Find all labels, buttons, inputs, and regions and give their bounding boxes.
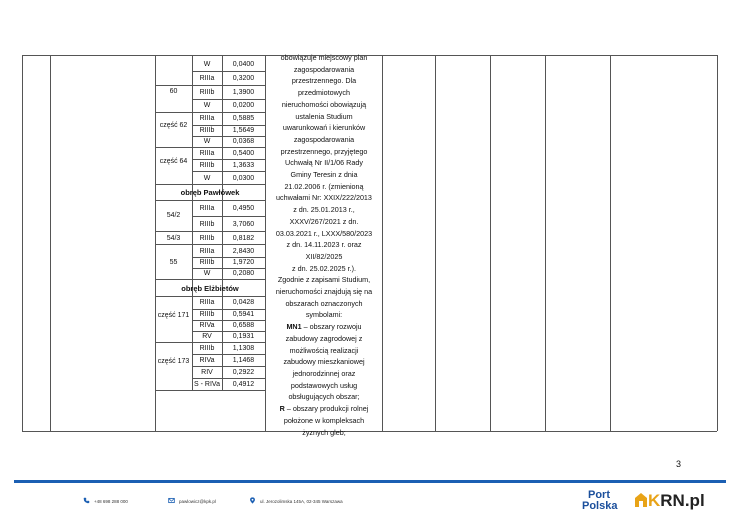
class-cell: RIIIb bbox=[199, 259, 215, 266]
section-header-elzbietow: obręb Elżbietów bbox=[181, 284, 239, 293]
phone-icon bbox=[83, 497, 90, 504]
footer-phone: +48 698 288 000 bbox=[94, 499, 128, 504]
area-cell: 0,4912 bbox=[232, 381, 255, 388]
description-line: – obszary produkcji rolnej bbox=[284, 404, 369, 414]
area-cell: 1,9720 bbox=[232, 259, 255, 266]
plot-number: 54/2 bbox=[166, 212, 181, 219]
description-line: Uchwałą Nr II/1/06 Rady bbox=[285, 158, 363, 168]
email-icon bbox=[168, 497, 175, 504]
plot-number: część 64 bbox=[159, 158, 188, 165]
plot-number: 54/3 bbox=[166, 235, 181, 242]
plot-number: część 171 bbox=[157, 312, 190, 319]
footer-email: pawlowicz@kpk.pl bbox=[179, 499, 216, 504]
description-line: możliwością realizacji bbox=[289, 345, 359, 355]
area-cell: 0,2922 bbox=[232, 369, 255, 376]
krn-watermark-rest: RN.pl bbox=[660, 491, 705, 510]
krn-watermark-k: K bbox=[648, 491, 661, 510]
description-line: ustalenia Studium bbox=[295, 111, 353, 121]
plot-number: część 62 bbox=[159, 122, 188, 129]
description-line: XII/82/2025 bbox=[305, 251, 343, 261]
description-line: XXXV/267/2021 z dn. bbox=[289, 216, 359, 226]
description-line: żyznych gleb; bbox=[302, 427, 346, 437]
description-line: zagospodarowania bbox=[293, 134, 355, 144]
description-line: jednorodzinnej oraz bbox=[292, 368, 356, 378]
description-line: przestrzennego, przyjętego bbox=[280, 146, 368, 156]
class-cell: W bbox=[203, 138, 211, 145]
description-line: nieruchomości znajdują się na bbox=[275, 287, 373, 297]
class-cell: RIIIb bbox=[199, 127, 215, 134]
class-cell: RIIIa bbox=[199, 299, 215, 306]
class-cell: RIIIa bbox=[199, 75, 215, 82]
description-line: uwarunkowań i kierunków bbox=[282, 123, 366, 133]
area-cell: 0,5885 bbox=[232, 115, 255, 122]
area-cell: 0,0428 bbox=[232, 299, 255, 306]
description-line: podstawowych usług bbox=[290, 380, 358, 390]
area-cell: 0,0200 bbox=[232, 102, 255, 109]
zone-code-r: R bbox=[279, 404, 285, 414]
class-cell: RIVa bbox=[199, 357, 215, 364]
description-line: z dn. 25.02.2025 r.). bbox=[292, 263, 356, 273]
class-cell: RIIIa bbox=[199, 115, 215, 122]
class-cell: W bbox=[203, 102, 211, 109]
area-cell: 0,6588 bbox=[232, 322, 255, 329]
description-line: zagospodarowania bbox=[293, 64, 355, 74]
area-cell: 1,3633 bbox=[232, 162, 255, 169]
description-line: 03.03.2021 r., LXXX/580/2023 bbox=[275, 228, 373, 238]
area-cell: 0,0300 bbox=[232, 175, 255, 182]
description-line: nieruchomości obowiązują bbox=[281, 99, 367, 109]
area-cell: 0,5941 bbox=[232, 311, 255, 318]
area-cell: 0,3200 bbox=[232, 75, 255, 82]
page-number: 3 bbox=[676, 459, 682, 469]
description-line: obowiązuje miejscowy plan bbox=[280, 53, 368, 62]
class-cell: RIVa bbox=[199, 322, 215, 329]
description-line: symbolami: bbox=[305, 310, 343, 320]
description-line: położone w kompleksach bbox=[283, 415, 365, 425]
class-cell: RIIIb bbox=[199, 221, 215, 228]
class-cell: RIIIa bbox=[199, 150, 215, 157]
class-cell: RIIIb bbox=[199, 311, 215, 318]
plot-number: 60 bbox=[169, 88, 178, 95]
plot-number: 55 bbox=[169, 259, 178, 266]
description-line: Zgodnie z zapisami Studium, bbox=[277, 275, 371, 285]
description-line: – obszary rozwoju bbox=[301, 322, 362, 332]
plot-number: część 173 bbox=[157, 358, 190, 365]
class-cell: RIIIb bbox=[199, 345, 215, 352]
class-cell: RIV bbox=[201, 369, 213, 376]
area-cell: 1,1468 bbox=[232, 357, 255, 364]
location-pin-icon bbox=[249, 497, 256, 504]
description-line: Gminy Teresin z dnia bbox=[290, 170, 358, 180]
area-cell: 0,5400 bbox=[232, 150, 255, 157]
description-line: zabudowy zagrodowej z bbox=[285, 333, 363, 343]
description-line: obszarach oznaczonych bbox=[285, 298, 363, 308]
class-cell: RIIIb bbox=[199, 162, 215, 169]
area-cell: 3,7060 bbox=[232, 221, 255, 228]
class-cell: S - RIVa bbox=[194, 381, 220, 388]
area-cell: 0,0368 bbox=[232, 138, 255, 145]
description-line: z dn. 25.01.2013 r., bbox=[293, 205, 355, 215]
area-cell: 2,8430 bbox=[232, 248, 255, 255]
area-cell: 1,3900 bbox=[232, 89, 255, 96]
class-cell: RIIIb bbox=[199, 235, 215, 242]
port-polska-logo: Port bbox=[588, 489, 610, 501]
description-line: zabudowy mieszkaniowej bbox=[283, 357, 365, 367]
krn-watermark bbox=[648, 491, 705, 511]
class-cell: RIIIa bbox=[199, 205, 215, 212]
area-cell: 1,5649 bbox=[232, 127, 255, 134]
description-line bbox=[268, 321, 380, 333]
section-header-pawlowek: obręb Pawłówek bbox=[180, 188, 240, 197]
description-line: przestrzennego. Dla bbox=[291, 76, 357, 86]
area-cell: 0,0400 bbox=[232, 61, 255, 68]
house-icon bbox=[634, 492, 648, 508]
class-cell: RIIIa bbox=[199, 248, 215, 255]
description-line: obsługujących obszar; bbox=[288, 392, 360, 402]
description-line bbox=[268, 403, 380, 415]
footer-address: ul. Jerozolimska 145A, 02-345 Warszawa bbox=[260, 499, 343, 504]
area-cell: 1,1308 bbox=[232, 345, 255, 352]
area-cell: 0,1931 bbox=[232, 333, 255, 340]
description-line: przedmiotowych bbox=[298, 88, 350, 98]
footer-divider bbox=[14, 480, 726, 483]
port-polska-logo-text: Polska bbox=[582, 500, 618, 512]
description-line: z dn. 14.11.2023 r. oraz bbox=[286, 240, 362, 250]
description-line: 21.02.2006 r. (zmienioną bbox=[284, 181, 364, 191]
zoning-description bbox=[268, 52, 380, 438]
class-cell: W bbox=[203, 61, 211, 68]
zone-code-mn1: MN1 bbox=[286, 322, 302, 332]
description-line: uchwałami Nr: XXIX/222/2013 bbox=[276, 193, 372, 203]
area-cell: 0,2080 bbox=[232, 270, 255, 277]
class-cell: W bbox=[203, 175, 211, 182]
area-cell: 0,4950 bbox=[232, 205, 255, 212]
class-cell: W bbox=[203, 270, 211, 277]
class-cell: RV bbox=[202, 333, 212, 340]
area-cell: 0,8182 bbox=[232, 235, 255, 242]
class-cell: RIIIb bbox=[199, 89, 215, 96]
